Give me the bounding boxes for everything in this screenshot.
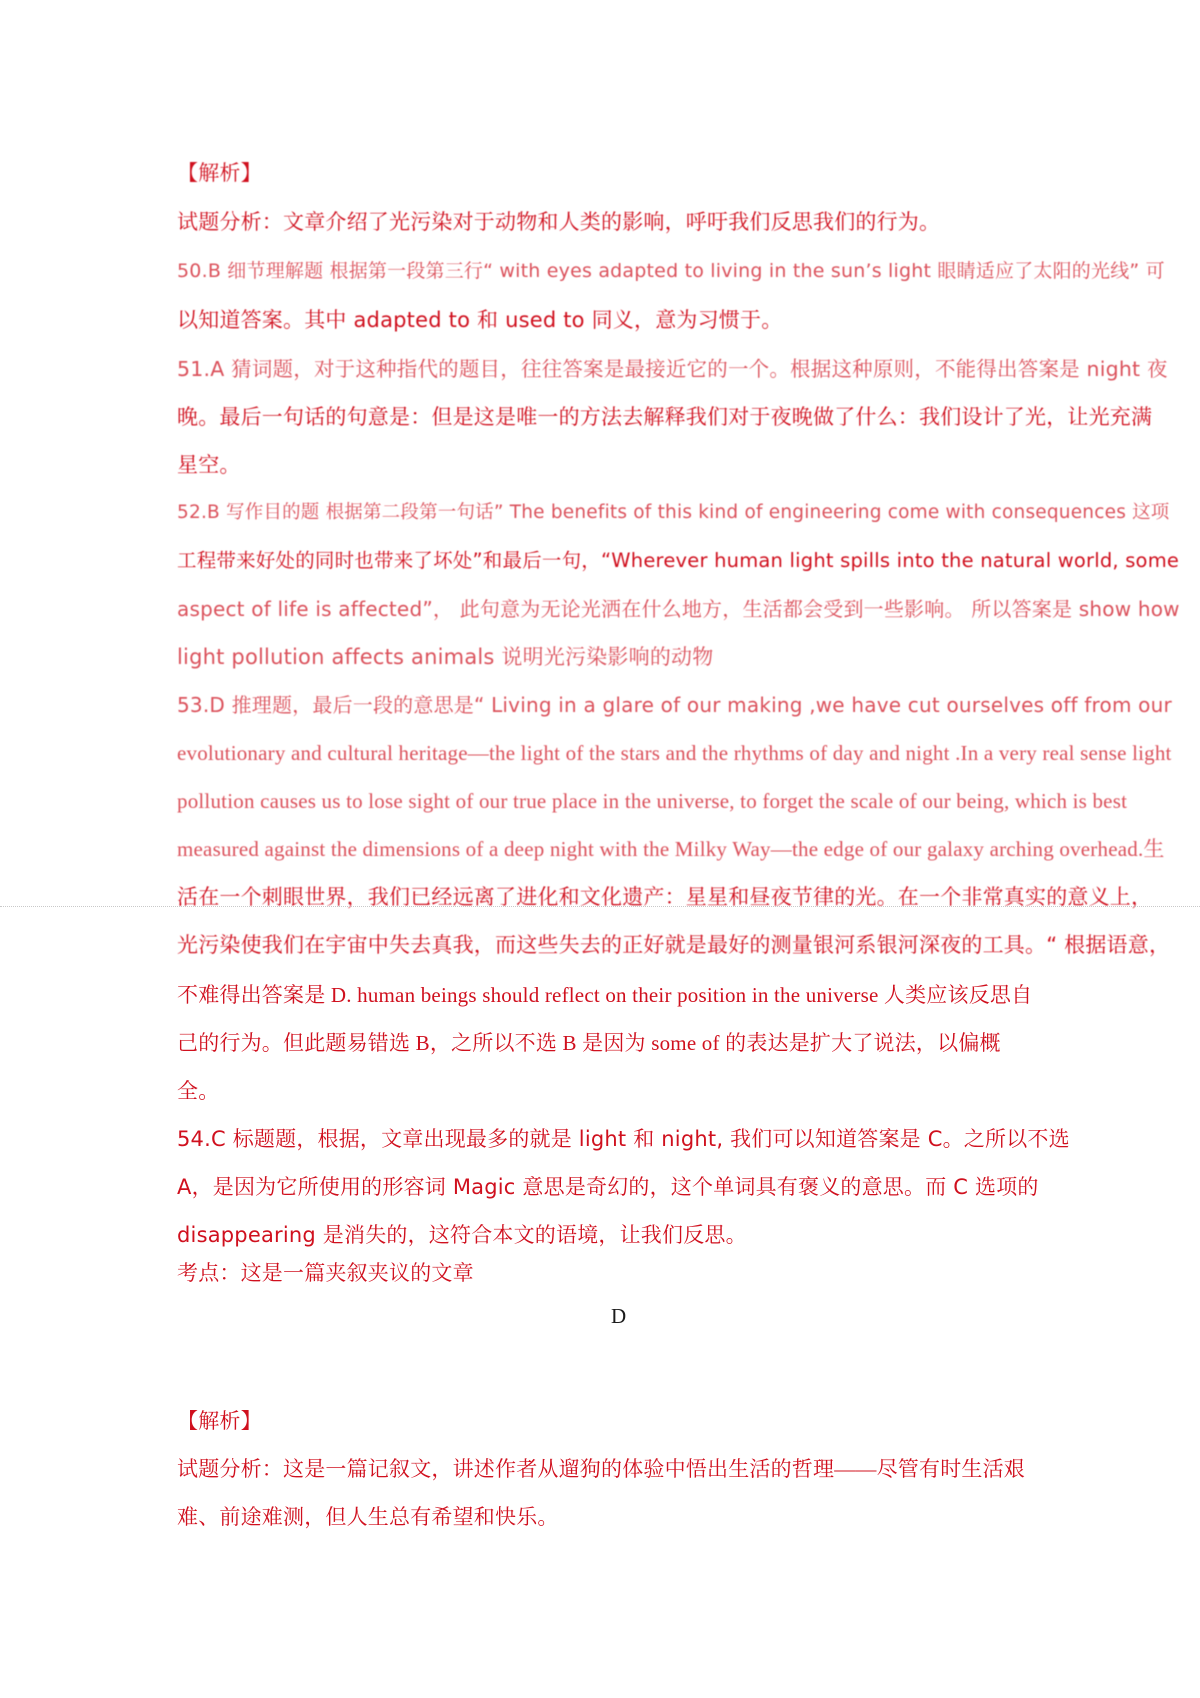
answer-53-line-6: 光污染使我们在宇宙中失去真我，而这些失去的正好就是最好的测量银河系银河深夜的工具。“ 根据语意， (177, 933, 1171, 957)
section-2-heading: 【解析】 (177, 1409, 262, 1433)
section-2-analysis-line-2: 难、前途难测，但人生总有希望和快乐。 (177, 1505, 559, 1529)
answer-54-line-3: disappearing 是消失的，这符合本文的语境，让我们反思。 (177, 1223, 747, 1247)
answer-53-line-4: measured against the dimensions of a deep night with the Milky Way—the edge of our galaxy arching overhead.生 (177, 837, 1165, 861)
answer-51-line-2: 晚。最后一句话的句意是：但是这是唯一的方法去解释我们对于夜晚做了什么：我们设计了光，让光充满 (177, 405, 1153, 429)
answer-52-line-1: 52.B 写作目的题 根据第二段第一句话” The benefits of this kind of engineering come with consequences 这项 (177, 502, 1170, 523)
answer-52-line-4: light pollution affects animals 说明光污染影响的动物 (177, 645, 714, 669)
page-divider (0, 906, 1200, 907)
answer-52-line-2: 工程带来好处的同时也带来了坏处”和最后一句，“Wherever human light spills into the natural world, some (177, 549, 1180, 572)
answer-54-line-2: A，是因为它所使用的形容词 Magic 意思是奇幻的，这个单词具有褒义的意思。而 C 选项的 (177, 1175, 1039, 1199)
section-heading: 【解析】 (177, 161, 262, 185)
answer-53-continued-2: 己的行为。但此题易错选 B，之所以不选 B 是因为 some of 的表达是扩大了说法，以偏概 (177, 1031, 1001, 1055)
answer-53-line-1: 53.D 推理题，最后一段的意思是“ Living in a glare of our making ,we have cut ourselves off from our (177, 693, 1172, 717)
answer-53-line-5: 活在一个刺眼世界，我们已经远离了进化和文化遗产：星星和昼夜节律的光。在一个非常真实的意义上， (177, 885, 1153, 909)
answer-53-continued-1: 不难得出答案是 D. human beings should reflect on their position in the universe 人类应该反思自 (177, 983, 1033, 1007)
page-marker: D (611, 1304, 627, 1328)
answer-52-line-3: aspect of life is affected”， 此句意为无论光洒在什么地方，生活都会受到一些影响。 所以答案是 show how (177, 597, 1180, 621)
answer-53-line-2: evolutionary and cultural heritage—the light of the stars and the rhythms of day and night .In a very real sense light (177, 741, 1172, 765)
answer-50-line-1: 50.B 细节理解题 根据第一段第三行“ with eyes adapted to living in the sun’s light 眼睛适应了太阳的光线” 可 (177, 260, 1165, 282)
answer-53-continued-3: 全。 (177, 1079, 220, 1103)
answer-50-line-2: 以知道答案。其中 adapted to 和 used to 同义，意为习惯于。 (177, 308, 783, 332)
analysis-summary: 试题分析：文章介绍了光污染对于动物和人类的影响，呼吁我们反思我们的行为。 (177, 210, 941, 234)
section-2-analysis-line-1: 试题分析：这是一篇记叙文，讲述作者从遛狗的体验中悟出生活的哲理——尽管有时生活艰 (177, 1457, 1025, 1481)
answer-54-line-1: 54.C 标题题，根据，文章出现最多的就是 light 和 night, 我们可以知道答案是 C。之所以不选 (177, 1127, 1070, 1151)
answer-51-line-3: 星空。 (177, 453, 241, 477)
answer-51-line-1: 51.A 猜词题，对于这种指代的题目，往往答案是最接近它的一个。根据这种原则，不能得出答案是 night 夜 (177, 357, 1168, 381)
key-point: 考点：这是一篇夹叙夹议的文章 (177, 1261, 474, 1285)
answer-53-line-3: pollution causes us to lose sight of our true place in the universe, to forget the scale of our being, which is best (177, 789, 1128, 813)
